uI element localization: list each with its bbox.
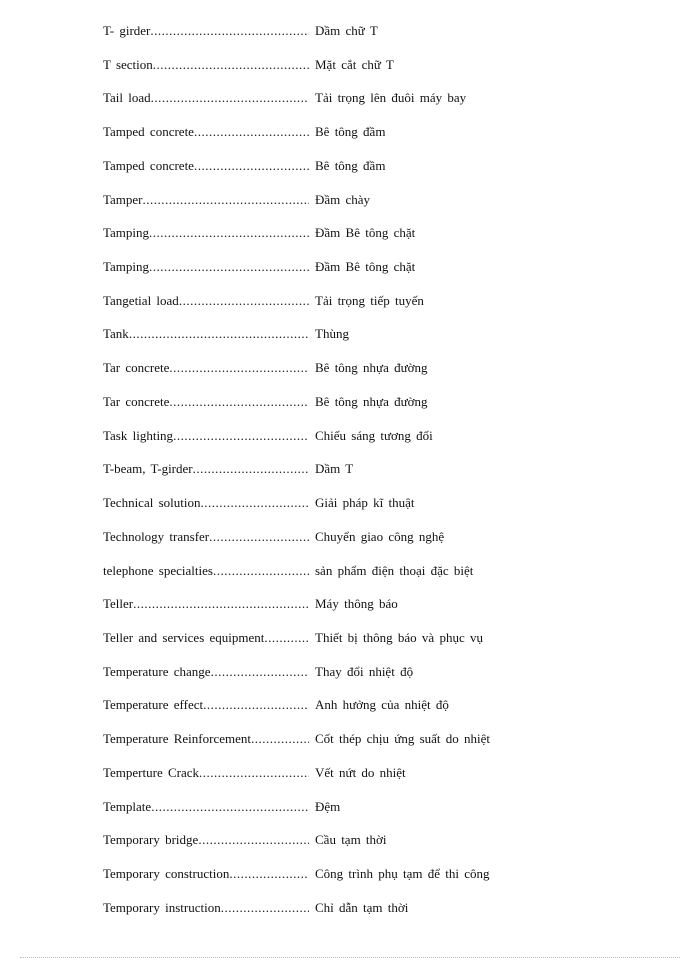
glossary-entry [103,23,490,57]
translation: Mặt cắt chữ T [315,56,394,72]
glossary-entry [103,630,490,664]
glossary-entry [103,90,490,124]
translation: Giải pháp kĩ thuật [315,495,415,511]
term-with-leader [103,259,309,275]
dot-leader [211,664,309,680]
term: T section [103,56,153,72]
dot-leader [133,596,309,612]
term-with-leader [103,832,309,848]
term-with-leader [103,158,309,174]
dot-leader [193,461,309,477]
term-with-leader [103,192,309,208]
dot-leader [264,630,309,646]
dot-leader [149,259,309,275]
glossary-entry [103,57,490,91]
term: Temporary instruction [103,899,221,915]
term: Tamping [103,259,150,275]
translation: Tải trọng tiếp tuyến [315,292,424,308]
term: Tail load [103,90,151,106]
translation: Đệm [315,798,341,814]
glossary-entry [103,326,490,360]
term-with-leader [103,529,309,545]
term-with-leader [103,124,309,140]
glossary-entry [103,293,490,327]
glossary-entry [103,158,490,192]
dot-leader [129,326,309,342]
dot-leader [229,866,309,882]
translation: Máy thông báo [315,596,398,612]
translation: Cốt thép chịu ứng suất do nhiệt [315,731,491,747]
glossary-entry [103,596,490,630]
translation: Đầm chày [315,191,371,207]
term-with-leader [103,664,309,680]
glossary-entry [103,461,490,495]
term: Temporary construction [103,865,230,881]
dot-leader [173,428,309,444]
translation: Công trình phụ tạm để thi công [315,865,490,881]
translation: Chỉ dẫn tạm thời [315,899,409,915]
dot-leader [149,225,309,241]
translation: Đầm Bê tông chặt [315,259,416,275]
term: Tamped concrete [103,124,194,140]
dot-leader [169,360,309,376]
translation: Dầm chữ T [315,23,378,38]
translation: Bê tông nhựa đường [315,360,428,376]
term-with-leader [103,900,309,916]
translation: Thùng [315,326,349,342]
translation: Chiếu sáng tương đối [315,427,433,443]
dot-leader [194,158,309,174]
term: Tar concrete [103,360,170,376]
glossary-entry [103,259,490,293]
dot-leader [151,90,309,106]
translation: Dầm T [315,461,354,477]
dot-leader [213,563,309,579]
dot-leader [199,765,309,781]
translation: Anh hưởng của nhiệt độ [315,697,449,713]
term: Tar concrete [103,393,170,409]
translation: sản phẩm điện thoại đặc biệt [315,562,474,578]
page-divider [20,957,680,958]
term: T- girder [103,23,151,38]
term: Temperature effect [103,697,204,713]
glossary-entry [103,563,490,597]
term-with-leader [103,360,309,376]
term: Technology transfer [103,528,210,544]
term: Tank [103,326,129,342]
glossary-entry [103,428,490,462]
term: Temperture Crack [103,764,200,780]
translation: Vết nứt do nhiệt [315,764,406,780]
glossary-entry [103,394,490,428]
translation: Bê tông đầm [315,157,386,173]
dot-leader [198,832,309,848]
glossary-entry [103,664,490,698]
glossary-entry [103,192,490,226]
glossary-entry [103,832,490,866]
term: Tamped concrete [103,157,194,173]
translation: Chuyển giao công nghệ [315,528,445,544]
term-with-leader [103,23,309,39]
term-with-leader [103,90,309,106]
term: telephone specialties [103,562,213,578]
term: Temporary bridge [103,832,199,848]
dot-leader [200,495,309,511]
glossary-entry [103,225,490,259]
term-with-leader [103,799,309,815]
translation: Cầu tạm thời [315,832,387,848]
term: Technical solution [103,495,201,511]
dot-leader [194,124,309,140]
dot-leader [221,900,309,916]
term-with-leader [103,697,309,713]
term-with-leader [103,326,309,342]
dot-leader [209,529,309,545]
term-with-leader [103,225,309,241]
glossary-entry [103,124,490,158]
term-with-leader [103,596,309,612]
glossary-entry [103,495,490,529]
term: T-beam, T-girder [103,461,193,477]
term-with-leader [103,765,309,781]
glossary-entry [103,799,490,833]
term-with-leader [103,394,309,410]
translation: Bê tông nhựa đường [315,393,428,409]
translation: Tải trọng lên đuôi máy bay [315,90,467,106]
term-with-leader [103,731,309,747]
term: Tangetial load [103,292,179,308]
term-with-leader [103,57,309,73]
dot-leader [150,23,309,39]
term-with-leader [103,630,309,646]
glossary-entry [103,866,490,900]
translation: Thay đổi nhiệt độ [315,663,414,679]
term: Temperature change [103,663,211,679]
translation: Đầm Bê tông chặt [315,225,416,241]
term: Teller [103,596,134,612]
glossary-entry [103,731,490,765]
dot-leader [203,697,309,713]
term-with-leader [103,293,309,309]
glossary-list [103,23,490,933]
term: Temperature Reinforcement [103,731,251,747]
dot-leader [151,799,309,815]
term-with-leader [103,563,309,579]
dot-leader [169,394,309,410]
term-with-leader [103,866,309,882]
dot-leader [179,293,309,309]
term: Task lighting [103,427,174,443]
dot-leader [143,192,309,208]
glossary-entry [103,765,490,799]
dot-leader [153,57,309,73]
translation: Bê tông đầm [315,124,386,140]
glossary-entry [103,697,490,731]
term-with-leader [103,428,309,444]
term: Tamping [103,225,150,241]
term-with-leader [103,461,309,477]
term: Template [103,798,152,814]
translation: Thiết bị thông báo và phục vụ [315,629,483,645]
glossary-entry [103,900,490,934]
term: Teller and services equipment [103,629,265,645]
glossary-entry [103,360,490,394]
term: Tamper [103,191,143,207]
dot-leader [251,731,309,747]
term-with-leader [103,495,309,511]
glossary-entry [103,529,490,563]
